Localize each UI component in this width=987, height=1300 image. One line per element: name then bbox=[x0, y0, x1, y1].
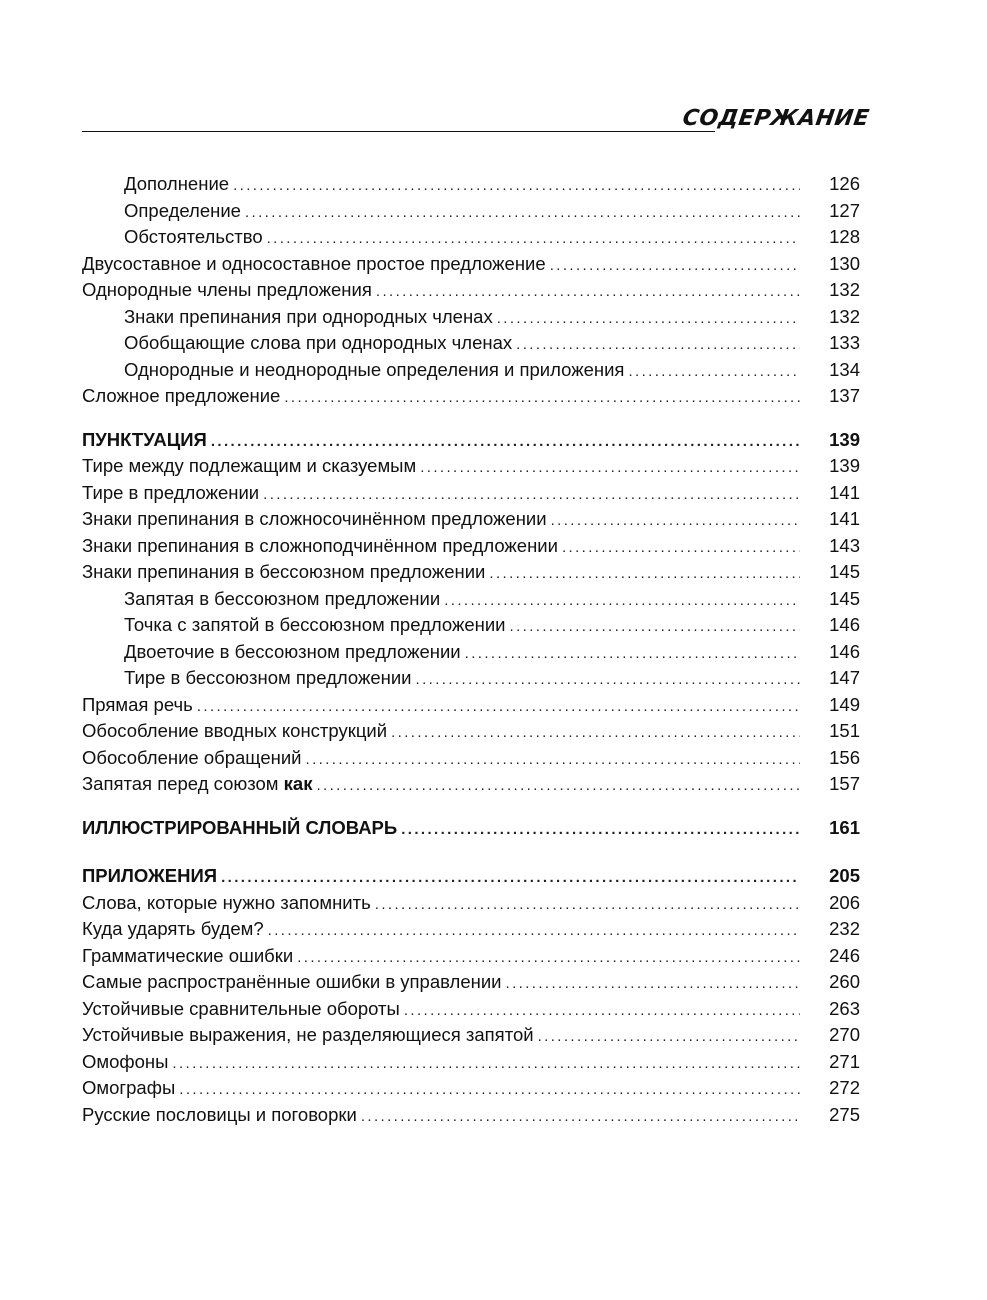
toc-entry-label: Устойчивые выражения, не разделяющиеся запятой bbox=[82, 1024, 534, 1045]
toc-entry-label: Слова, которые нужно запомнить bbox=[82, 891, 371, 913]
toc-entry[interactable] bbox=[82, 506, 860, 533]
toc-entry[interactable] bbox=[82, 890, 860, 917]
toc-entry[interactable] bbox=[82, 996, 860, 1023]
toc-entry-label-bold: как bbox=[283, 773, 313, 794]
toc-entry-page: 132 bbox=[829, 305, 860, 327]
toc-entry[interactable] bbox=[82, 171, 860, 198]
toc-entry-label: Однородные члены предложения bbox=[82, 279, 372, 300]
toc-entry-page: 263 bbox=[829, 997, 860, 1019]
toc-entry[interactable] bbox=[82, 533, 860, 560]
toc-entry-page: 147 bbox=[829, 667, 860, 688]
toc-entry-label: Точка с запятой в бессоюзном предложении bbox=[124, 614, 506, 635]
toc-entry-page: 146 bbox=[829, 614, 860, 635]
toc-entry[interactable] bbox=[82, 718, 860, 745]
dot-leader bbox=[268, 918, 800, 943]
toc-entry-page: 134 bbox=[829, 358, 860, 380]
dot-leader bbox=[306, 747, 801, 772]
toc-entry-label: Знаки препинания в сложноподчинённом предложении bbox=[82, 534, 558, 556]
dot-leader bbox=[510, 614, 800, 639]
toc-entry-label: ПРИЛОЖЕНИЯ bbox=[82, 865, 218, 886]
toc-entry-label: Однородные и неоднородные определения и приложения bbox=[124, 358, 625, 380]
toc-entry-page: 246 bbox=[829, 944, 860, 966]
toc-entry[interactable] bbox=[82, 480, 860, 507]
toc-entry[interactable] bbox=[82, 969, 860, 996]
dot-leader bbox=[628, 359, 800, 384]
table-of-contents bbox=[82, 171, 860, 1128]
toc-entry[interactable] bbox=[82, 639, 860, 666]
toc-entry-label: Знаки препинания при однородных членах bbox=[124, 305, 493, 327]
toc-entry[interactable] bbox=[82, 771, 860, 798]
toc-section-heading[interactable] bbox=[82, 815, 860, 842]
toc-entry[interactable] bbox=[82, 224, 860, 251]
toc-entry[interactable] bbox=[82, 745, 860, 772]
toc-entry-label: Определение bbox=[124, 199, 241, 221]
toc-entry[interactable] bbox=[82, 330, 860, 357]
toc-entry-page: 127 bbox=[829, 199, 860, 221]
toc-entry-page: 151 bbox=[829, 720, 860, 741]
toc-entry-label: Сложное предложение bbox=[82, 385, 281, 406]
toc-entry[interactable] bbox=[82, 251, 860, 278]
toc-entry-label: Обобщающие слова при однородных членах bbox=[124, 332, 513, 353]
dot-leader bbox=[221, 865, 800, 890]
toc-entry-label: Омофоны bbox=[82, 1050, 169, 1072]
dot-leader bbox=[179, 1077, 800, 1102]
toc-entry[interactable] bbox=[82, 304, 860, 331]
toc-entry-page: 271 bbox=[829, 1050, 860, 1072]
toc-entry-page: 270 bbox=[829, 1024, 860, 1045]
header-title: СОДЕРЖАНИЕ bbox=[680, 106, 871, 131]
toc-entry-page: 145 bbox=[829, 587, 860, 609]
toc-entry-label: ИЛЛЮСТРИРОВАННЫЙ СЛОВАРЬ bbox=[82, 816, 398, 838]
toc-entry-label: Самые распространённые ошибки в управлении bbox=[82, 971, 502, 992]
toc-entry-label: Обстоятельство bbox=[124, 226, 263, 247]
toc-entry-page: 143 bbox=[829, 534, 860, 556]
toc-entry-page: 272 bbox=[829, 1077, 860, 1098]
toc-entry-label-text: Запятая перед союзом bbox=[82, 773, 284, 794]
dot-leader bbox=[172, 1051, 800, 1076]
dot-leader bbox=[375, 892, 800, 917]
dot-leader bbox=[316, 773, 800, 798]
toc-entry-label: Двусоставное и односоставное простое предложение bbox=[82, 252, 546, 274]
toc-entry-page: 156 bbox=[829, 746, 860, 768]
dot-leader bbox=[284, 385, 800, 410]
toc-entry[interactable] bbox=[82, 692, 860, 719]
dot-leader bbox=[267, 226, 800, 251]
dot-leader bbox=[197, 694, 800, 719]
dot-leader bbox=[465, 641, 800, 666]
dot-leader bbox=[489, 561, 800, 586]
toc-entry-page: 232 bbox=[829, 918, 860, 939]
toc-entry[interactable] bbox=[82, 277, 860, 304]
dot-leader bbox=[233, 173, 800, 198]
toc-entry-label: Двоеточие в бессоюзном предложении bbox=[124, 640, 461, 662]
toc-entry[interactable] bbox=[82, 665, 860, 692]
toc-entry-label: Тире между подлежащим и сказуемым bbox=[82, 455, 417, 476]
toc-entry-page: 260 bbox=[829, 971, 860, 992]
dot-leader bbox=[420, 455, 800, 480]
toc-entry[interactable] bbox=[82, 1102, 860, 1129]
toc-entry-label bbox=[82, 771, 312, 798]
toc-entry-page: 145 bbox=[829, 561, 860, 582]
toc-entry-label: Обособление вводных конструкций bbox=[82, 720, 388, 741]
dot-leader bbox=[550, 253, 800, 278]
toc-entry-label: Грамматические ошибки bbox=[82, 944, 294, 966]
toc-entry-page: 157 bbox=[829, 773, 860, 794]
toc-entry[interactable] bbox=[82, 1049, 860, 1076]
dot-leader bbox=[497, 306, 800, 331]
page-header bbox=[82, 104, 871, 134]
toc-entry[interactable] bbox=[82, 383, 860, 410]
dot-leader bbox=[551, 508, 800, 533]
dot-leader bbox=[416, 667, 800, 692]
toc-entry-label: Прямая речь bbox=[82, 693, 193, 715]
toc-entry-page: 141 bbox=[829, 508, 860, 529]
toc-entry-page: 132 bbox=[829, 279, 860, 300]
toc-entry[interactable] bbox=[82, 357, 860, 384]
toc-entry[interactable] bbox=[82, 453, 860, 480]
header-rule bbox=[82, 131, 715, 132]
toc-entry[interactable] bbox=[82, 1022, 860, 1049]
dot-leader bbox=[404, 998, 800, 1023]
toc-entry[interactable] bbox=[82, 916, 860, 943]
toc-entry[interactable] bbox=[82, 612, 860, 639]
toc-entry-label: Омографы bbox=[82, 1077, 176, 1098]
dot-leader bbox=[506, 971, 800, 996]
toc-entry-page: 130 bbox=[829, 252, 860, 274]
toc-entry-label: Знаки препинания в бессоюзном предложении bbox=[82, 561, 486, 582]
toc-entry-page: 146 bbox=[829, 640, 860, 662]
dot-leader bbox=[562, 535, 800, 560]
toc-entry[interactable] bbox=[82, 198, 860, 225]
dot-leader bbox=[297, 945, 800, 970]
toc-entry-label: Устойчивые сравнительные обороты bbox=[82, 997, 400, 1019]
toc-entry-label: Обособление обращений bbox=[82, 746, 302, 768]
toc-entry[interactable] bbox=[82, 943, 860, 970]
toc-entry-page: 137 bbox=[829, 385, 860, 406]
toc-entry[interactable] bbox=[82, 586, 860, 613]
dot-leader bbox=[361, 1104, 800, 1129]
toc-entry-page: 141 bbox=[829, 481, 860, 503]
toc-entry-label: ПУНКТУАЦИЯ bbox=[82, 428, 207, 450]
toc-section-heading[interactable] bbox=[82, 863, 860, 890]
dot-leader bbox=[516, 332, 800, 357]
dot-leader bbox=[444, 588, 800, 613]
toc-entry-page: 139 bbox=[829, 455, 860, 476]
dot-leader bbox=[263, 482, 800, 507]
dot-leader bbox=[211, 429, 800, 454]
dot-leader bbox=[245, 200, 800, 225]
toc-entry-page: 149 bbox=[829, 693, 860, 715]
toc-entry-page: 275 bbox=[829, 1103, 860, 1125]
toc-entry-page: 139 bbox=[829, 428, 860, 450]
toc-entry-page: 206 bbox=[829, 891, 860, 913]
toc-entry-label: Куда ударять будем? bbox=[82, 918, 264, 939]
dot-leader bbox=[538, 1024, 800, 1049]
toc-entry-label: Запятая в бессоюзном предложении bbox=[124, 587, 441, 609]
dot-leader bbox=[391, 720, 800, 745]
toc-entry-label: Тире в предложении bbox=[82, 481, 260, 503]
toc-entry-label: Тире в бессоюзном предложении bbox=[124, 667, 412, 688]
dot-leader bbox=[401, 817, 800, 842]
toc-section-heading[interactable] bbox=[82, 427, 860, 454]
toc-entry-label: Русские пословицы и поговорки bbox=[82, 1103, 357, 1125]
toc-entry-page: 128 bbox=[829, 226, 860, 247]
dot-leader bbox=[376, 279, 800, 304]
toc-entry-page: 205 bbox=[829, 865, 860, 886]
toc-entry-label: Дополнение bbox=[124, 173, 230, 194]
toc-entry[interactable] bbox=[82, 559, 860, 586]
toc-entry-page: 126 bbox=[829, 173, 860, 194]
toc-entry-page: 133 bbox=[829, 332, 860, 353]
toc-entry-label: Знаки препинания в сложносочинённом предложении bbox=[82, 508, 547, 529]
toc-entry-page: 161 bbox=[829, 816, 860, 838]
toc-entry[interactable] bbox=[82, 1075, 860, 1102]
